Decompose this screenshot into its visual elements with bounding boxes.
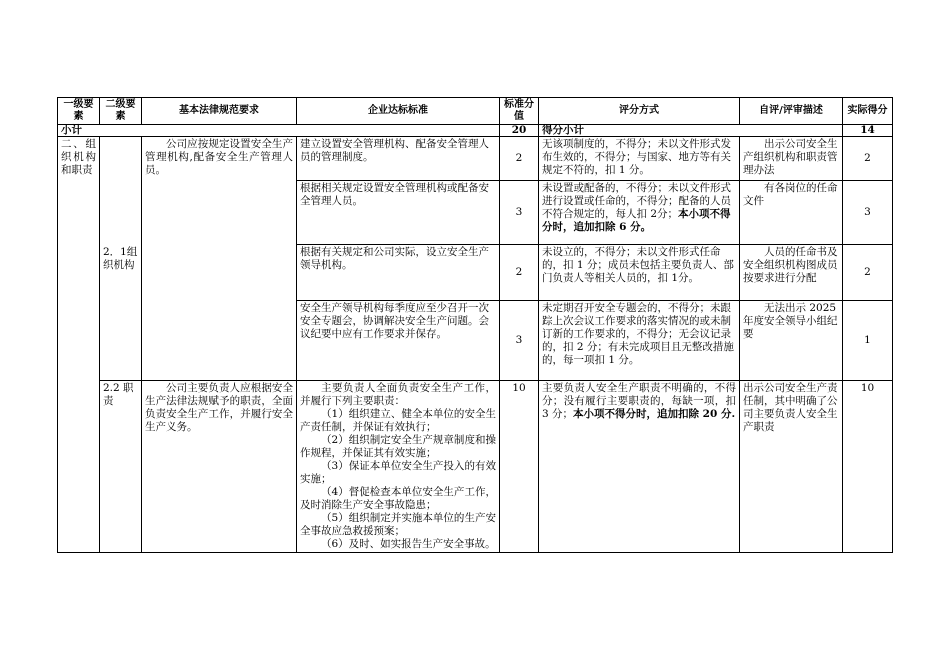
table-row: [58, 137, 893, 181]
standard-line: （6）及时、如实报告生产安全事故。: [321, 538, 496, 550]
block1-actual-2: 2: [843, 245, 893, 301]
block2-law: 公司主要负责人应根据安全生产法律法规赋予的职责，全面负责安全生产工作，并履行安全生产义务。: [142, 381, 297, 553]
header-method: 评分方式: [539, 98, 740, 125]
method-text: 无该项制度的，不得分；未以文件形式发布生效的，不得分；与国家、地方等有关规定不符的，扣 1 分。: [542, 138, 731, 176]
section-level1: 二、组织机构和职责: [58, 137, 100, 553]
block1-method-2: [539, 245, 740, 301]
header-self-eval: 自评/评审描述: [740, 98, 843, 125]
standard-line: （3）保证本单位安全生产投入的有效实施；: [300, 460, 496, 485]
header-row: [58, 98, 893, 125]
standard-line: （4）督促检查本单位安全生产工作，及时消除生产安全事故隐患；: [300, 486, 496, 511]
block1-self-eval-2: 人员的任命书及安全组织机构图成员按要求进行分配: [740, 245, 843, 301]
header-level2: 二级要素: [100, 98, 142, 125]
subtotal-row: [58, 125, 893, 137]
block1-method-3: [539, 301, 740, 381]
method-text: 未定期召开安全专题会的，不得分；未跟踪上次会议工作要求的落实情况的或未制订新的工作要求的，不得分；无会议记录的，扣 2 分；有未完成项目且无整改措施的，每一项扣 1 分。: [542, 302, 734, 366]
standard-line: （1）组织建立、健全本单位的安全生产责任制，并保证有效执行；: [300, 408, 496, 433]
header-score: 标准分值: [500, 98, 539, 125]
block1-standard-0: 建立设置安全管理机构、配备安全管理人员的管理制度。: [297, 137, 500, 181]
block1-level2: 2．1组织机构: [100, 137, 142, 381]
block1-actual-1: 3: [843, 181, 893, 245]
subtotal-label: 小计: [58, 125, 500, 137]
method-bold-text: 本小项不得分时，追加扣除 20 分.: [573, 408, 736, 420]
block2-score: 10: [500, 381, 539, 553]
block1-standard-2: 根据有关规定和公司实际，设立安全生产领导机构。: [297, 245, 500, 301]
block2-method: [539, 381, 740, 553]
standard-line: （2）组织制定安全生产规章制度和操作规程，并保证其有效实施；: [300, 434, 496, 459]
block1-method-0: [539, 137, 740, 181]
method-text: 未设置或配备的，不得分；未以文件形式进行设置或任命的，不得分；配备的人员不符合规定的，每人扣 2分；: [542, 182, 731, 220]
evaluation-table: [57, 97, 893, 553]
block1-self-eval-3: 无法出示 2025 年度安全领导小组纪要: [740, 301, 843, 381]
block1-method-1: [539, 181, 740, 245]
block1-standard-3: 安全生产领导机构每季度应至少召开一次安全专题会，协调解决安全生产问题。会议纪要中应有工作要求并保存。: [297, 301, 500, 381]
header-actual: 实际得分: [843, 98, 893, 125]
subtotal-actual: 14: [843, 125, 893, 137]
block2-self-eval: 出示公司安全生产责任制，其中明确了公司主要负责人安全生产职责: [740, 381, 843, 553]
standard-line: （5）组织制定并实施本单位的生产安全事故应急救援预案；: [300, 512, 496, 537]
block2-standard: [297, 381, 500, 553]
method-text: 主要负责人安全生产职责不明确的，不得分；没有履行主要职责的，每缺一项，扣 3 分；: [542, 382, 736, 420]
block1-score-2: 2: [500, 245, 539, 301]
block1-standard-1: 根据相关规定设置安全管理机构或配备安全管理人员。: [297, 181, 500, 245]
block1-score-0: 2: [500, 137, 539, 181]
subtotal-method: 得分小计: [539, 125, 843, 137]
standard-line: 主要负责人全面负责安全生产工作，并履行下列主要职责：: [300, 382, 496, 407]
block1-self-eval-0: 出示公司安全生产组织机构和职责管理办法: [740, 137, 843, 181]
block1-self-eval-1: 有各岗位的任命文件: [740, 181, 843, 245]
block1-score-1: 3: [500, 181, 539, 245]
subtotal-score: 20: [500, 125, 539, 137]
block1-actual-0: 2: [843, 137, 893, 181]
block1-actual-3: 1: [843, 301, 893, 381]
header-level1: 一级要素: [58, 98, 100, 125]
header-standard: 企业达标标准: [297, 98, 500, 125]
table-row: [58, 381, 893, 553]
block2-level2: 2.2 职责: [100, 381, 142, 553]
block2-actual: 10: [843, 381, 893, 553]
block1-score-3: 3: [500, 301, 539, 381]
block1-law: 公司应按规定设置安全生产管理机构,配备安全生产管理人员。: [142, 137, 297, 381]
method-bold-text: 本小项不得分时，追加扣除 6 分。: [542, 208, 731, 233]
method-text: 未设立的，不得分；未以文件形式任命的，扣 1 分；成员未包括主要负责人、部门负责人等相关人员的，扣 1分。: [542, 246, 734, 284]
header-law: 基本法律规范要求: [142, 98, 297, 125]
